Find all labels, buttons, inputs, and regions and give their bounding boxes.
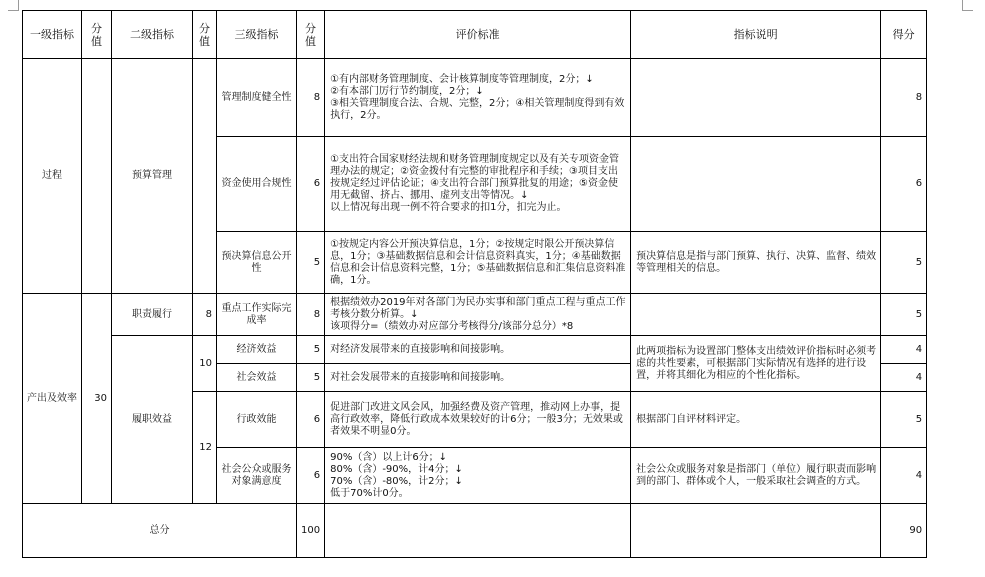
level3-score: 5: [297, 364, 325, 392]
criteria-cell: 90%（含）以上计6分；↓ 80%（含）-90%，计4分；↓ 70%（含）-80%，计2分；↓ 低于70%计0分。: [325, 448, 631, 504]
criteria-cell: ①有内部财务管理制度、会计核算制度等管理制度，2分；↓ ②有本部门厉行节约制度，2分；↓ ③相关管理制度合法、合规、完整，2分；④相关管理制度得到有效执行，2分。: [325, 59, 631, 137]
criteria-cell: 对经济发展带来的直接影响和间接影响。: [325, 336, 631, 364]
total-result: 90: [881, 504, 927, 558]
page-corner-mark: [8, 0, 19, 11]
level2-benefit-score-b: 12: [193, 392, 217, 504]
level3-score: 6: [297, 137, 325, 232]
level3-name: 资金使用合规性: [217, 137, 297, 232]
evaluation-table: [22, 10, 927, 558]
table-row: [23, 336, 927, 364]
level2-benefit-score-a: 10: [193, 336, 217, 392]
result-cell: 8: [881, 59, 927, 137]
total-score: 100: [297, 504, 325, 558]
level3-score: 5: [297, 336, 325, 364]
header-score2: 分值: [193, 11, 217, 59]
result-cell: 5: [881, 232, 927, 294]
level3-score: 8: [297, 59, 325, 137]
result-cell: 6: [881, 137, 927, 232]
header-criteria: 评价标准: [325, 11, 631, 59]
level3-name: 社会公众或服务对象满意度: [217, 448, 297, 504]
result-cell: 4: [881, 448, 927, 504]
level1-process: 过程: [23, 59, 82, 294]
note-cell: 根据部门自评材料评定。: [631, 392, 881, 448]
criteria-cell: ①支出符合国家财经法规和财务管理制度规定以及有关专项资金管理办法的规定；②资金拨付有完整的审批程序和手续；③项目支出按规定经过评估论证；④支出符合部门预算批复的用途；⑤资金使用无截留、挤占、挪用、虚列支出等情况。↓ 以上情况每出现一例不符合要求的扣1分，扣完为止。: [325, 137, 631, 232]
level3-name: 行政效能: [217, 392, 297, 448]
table-row: [23, 59, 927, 137]
level2-duty-score: 8: [193, 294, 217, 336]
header-score3: 分值: [297, 11, 325, 59]
result-cell: 5: [881, 294, 927, 336]
page-corner-mark: [962, 0, 973, 11]
result-cell: 4: [881, 336, 927, 364]
criteria-cell: 对社会发展带来的直接影响和间接影响。: [325, 364, 631, 392]
criteria-cell: 促进部门改进文风会风，加强经费及资产管理，推动网上办事，提高行政效率，降低行政成本效果较好的计6分；一般3分；无效果或者效果不明显0分。: [325, 392, 631, 448]
note-cell: [631, 137, 881, 232]
level2-budget-management: 预算管理: [112, 59, 193, 294]
header-note: 指标说明: [631, 11, 881, 59]
result-cell: 5: [881, 392, 927, 448]
level3-name: 重点工作实际完成率: [217, 294, 297, 336]
criteria-cell: 根据绩效办2019年对各部门为民办实事和部门重点工程与重点工作考核分数分析算。↓ 该项得分=（绩效办对应部分考核得分/该部分总分）*8: [325, 294, 631, 336]
total-criteria: [325, 504, 631, 558]
total-note: [631, 504, 881, 558]
header-result: 得分: [881, 11, 927, 59]
level3-score: 6: [297, 448, 325, 504]
header-level2: 二级指标: [112, 11, 193, 59]
level1-output: 产出及效率: [23, 294, 82, 504]
level3-score: 8: [297, 294, 325, 336]
level3-name: 社会效益: [217, 364, 297, 392]
header-level3: 三级指标: [217, 11, 297, 59]
header-row: [23, 11, 927, 59]
note-cell: 此两项指标为设置部门整体支出绩效评价指标时必须考虑的共性要素，可根据部门实际情况有选择的进行设置，并将其细化为相应的个性化指标。: [631, 336, 881, 392]
header-level1: 一级指标: [23, 11, 82, 59]
level3-name: 经济效益: [217, 336, 297, 364]
total-label: 总分: [23, 504, 297, 558]
result-cell: 4: [881, 364, 927, 392]
note-cell: [631, 59, 881, 137]
level1-process-score: [82, 59, 112, 294]
level2-budget-score: [193, 59, 217, 294]
criteria-cell: ①按规定内容公开预决算信息，1分；②按规定时限公开预决算信息，1分；③基础数据信息和会计信息资料真实，1分；④基础数据信息和会计信息资料完整，1分；⑤基础数据信息和汇集信息资料准确，1分。: [325, 232, 631, 294]
level3-score: 5: [297, 232, 325, 294]
table-row: [23, 294, 927, 336]
total-row: [23, 504, 927, 558]
note-cell: 预决算信息是指与部门预算、执行、决算、监督、绩效等管理相关的信息。: [631, 232, 881, 294]
level2-duty: 职责履行: [112, 294, 193, 336]
level3-name: 预决算信息公开性: [217, 232, 297, 294]
header-score1: 分值: [82, 11, 112, 59]
level3-score: 6: [297, 392, 325, 448]
note-cell: 社会公众或服务对象是指部门（单位）履行职责而影响到的部门、群体或个人，一般采取社会调查的方式。: [631, 448, 881, 504]
level1-output-score: 30: [82, 294, 112, 504]
note-cell: [631, 294, 881, 336]
level2-benefit: 履职效益: [112, 336, 193, 504]
level3-name: 管理制度健全性: [217, 59, 297, 137]
